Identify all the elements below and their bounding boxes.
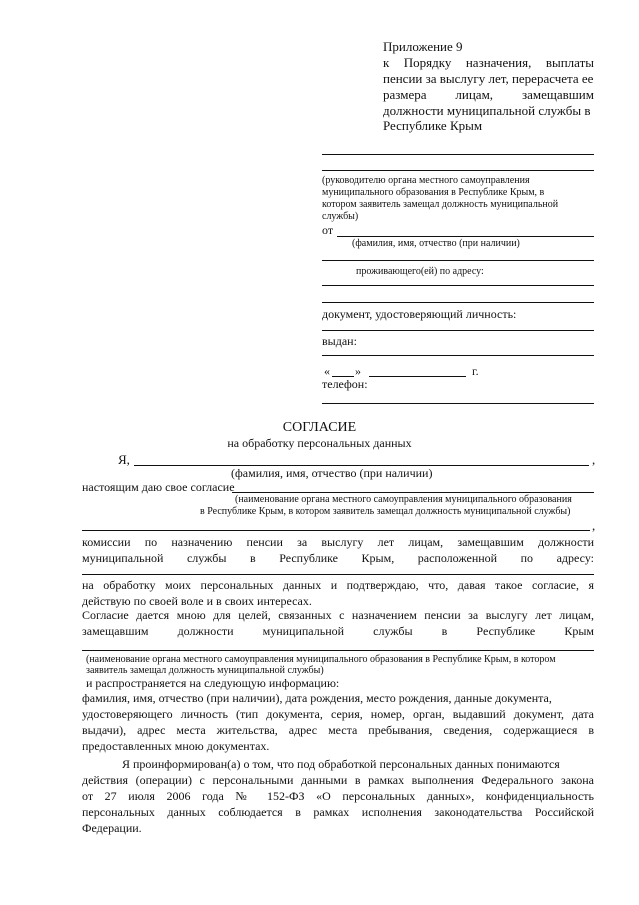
issued-line (322, 355, 594, 356)
info-line: фамилия, имя, отчество (при наличии), дата рождения, место рождения, данные документа, (82, 691, 552, 705)
phone-label: телефон: (322, 377, 368, 391)
info-line: предоставленных мною документах. (82, 739, 270, 753)
document-label: документ, удостоверяющий личность: (322, 307, 517, 321)
org-caption: (наименование органа местного самоуправления муниципального образования (235, 494, 572, 505)
informed-line: персональных данных соблюдается в рамках исполнения законодательства Российской (82, 805, 594, 819)
address-line (82, 574, 594, 575)
informed-line: Федерации. (82, 821, 142, 835)
document-line (322, 330, 594, 331)
issued-label: выдан: (322, 334, 357, 348)
comma: , (592, 518, 596, 533)
head-caption: муниципального образования в Республике Крым, в (322, 187, 545, 198)
org-caption: в Республике Крым, в котором заявитель замещал должность муниципальной службы) (200, 506, 571, 517)
informed-line: действия (операции) с персональными данными в рамках выполнения Федерального закона (82, 773, 594, 787)
org-caption: заявитель замещал должность муниципальной службы) (86, 665, 324, 676)
processing-line: действую по своей воле и в своих интересах. (82, 594, 312, 608)
info-line: удостоверяющего личность (тип документа, серия, номер, орган, выдавший документ, дата (82, 707, 594, 721)
org-caption: (наименование органа местного самоуправления муниципального образования в Республике Крым, в котором (86, 654, 556, 665)
head-caption: котором заявитель замещал должность муниципальной (322, 199, 559, 210)
from-label: от (322, 223, 334, 237)
date-open-quote: « (324, 364, 330, 378)
head-name-line (322, 170, 594, 171)
date-month-line (369, 376, 466, 377)
org-name-line (82, 650, 594, 651)
commission-line: муниципальной службы в Республике Крым, расположенной по адресу: (82, 551, 594, 565)
name-caption: (фамилия, имя, отчество (при наличии) (231, 466, 433, 480)
give-consent-label: настоящим даю свое согласие (82, 480, 235, 494)
appendix-line: Республике Крым (383, 118, 483, 133)
phone-line (322, 403, 594, 404)
appendix-line: должности муниципальной службы в (383, 103, 591, 118)
appendix-line: пенсии за выслугу лет, перерасчета ее (383, 71, 594, 86)
head-name-line (322, 154, 594, 155)
purpose-line: замещавшим должности муниципальной службы в Республике Крым (82, 624, 594, 638)
i-label: Я, (118, 452, 130, 467)
name-caption: (фамилия, имя, отчество (при наличии) (352, 238, 520, 249)
head-caption: (руководителю органа местного самоуправления (322, 175, 530, 186)
consent-title: СОГЛАСИЕ (282, 420, 357, 435)
comma: , (592, 452, 596, 467)
informed-line: Я проинформирован(а) о том, что под обработкой персональных данных понимаются (122, 757, 560, 771)
date-close-quote: » (355, 364, 361, 378)
org-name-line (82, 530, 590, 531)
informed-line: от 27 июля 2006 года № 152-ФЗ «О персональных данных», конфиденциальность (82, 789, 594, 803)
from-name-line (337, 236, 594, 237)
name-line (322, 260, 594, 261)
purpose-line: Согласие дается мною для целей, связанных с назначением пенсии за выслугу лет лицам, (82, 608, 594, 622)
org-name-line (232, 492, 594, 493)
processing-line: на обработку моих персональных данных и подтверждаю, что, давая такое согласие, я (82, 578, 594, 592)
appendix-line: размера лицам, замещавшим (383, 87, 594, 102)
residing-label: проживающего(ей) по адресу: (356, 266, 484, 277)
head-caption: службы) (322, 211, 359, 222)
extends-to: и распространяется на следующую информацию: (86, 676, 340, 690)
consent-subtitle: на обработку персональных данных (227, 436, 412, 450)
address-line (322, 302, 594, 303)
address-line (322, 285, 594, 286)
appendix-line: к Порядку назначения, выплаты (383, 55, 594, 70)
appendix-title: Приложение 9 (383, 39, 463, 54)
year-suffix: г. (472, 364, 479, 378)
commission-line: комиссии по назначению пенсии за выслугу лет лицам, замещавшим должности (82, 535, 594, 549)
info-line: выдачи), адрес места жительства, адрес места пребывания, сведения, содержащиеся в (82, 723, 594, 737)
